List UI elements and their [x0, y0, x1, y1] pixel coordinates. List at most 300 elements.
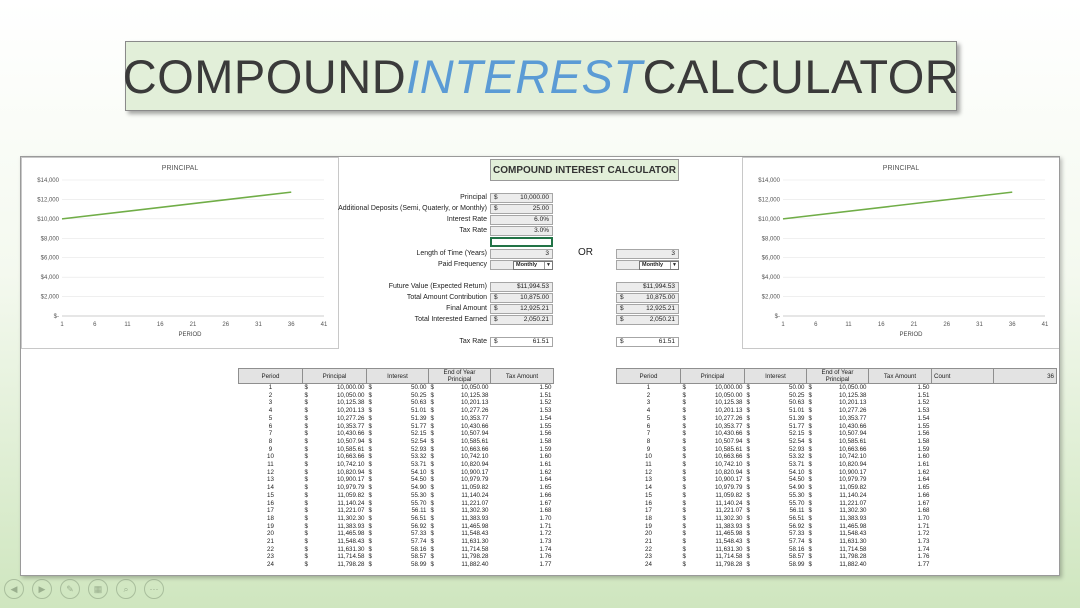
tax-cell: 1.76: [917, 553, 930, 561]
end-principal-cell: [807, 476, 869, 484]
count-label: Count: [932, 369, 994, 384]
currency: $: [368, 507, 372, 515]
interest-cell: [367, 453, 429, 461]
x-tick-label: 21: [910, 322, 918, 328]
currency: $: [368, 414, 372, 422]
table-row: [617, 523, 1057, 531]
principal-cell: [303, 484, 367, 492]
principal-cell-value: 11,221.07: [715, 507, 743, 515]
principal-cell-value: 10,663.66: [336, 453, 365, 461]
principal-cell-value: 11,383.93: [337, 522, 365, 530]
currency: $: [430, 461, 434, 469]
y-tick-label: $2,000: [761, 294, 780, 301]
tax-cell: 1.64: [539, 476, 552, 484]
table-row: [617, 530, 1057, 538]
period-cell: 19: [267, 522, 274, 530]
table-row: [617, 553, 1057, 561]
x-tick-label: 6: [93, 322, 97, 328]
end-principal-cell-value: 10,742.10: [838, 453, 867, 461]
currency: $: [368, 522, 372, 530]
end-principal-cell: [807, 423, 869, 431]
currency: $: [682, 445, 686, 453]
principal-cell: [681, 500, 745, 508]
end-principal-cell: [429, 500, 491, 508]
currency: $: [808, 391, 812, 399]
count-value: 36: [994, 369, 1057, 384]
currency: $: [368, 391, 372, 399]
principal-cell-value: 10,353.77: [336, 422, 365, 430]
principal-cell: [681, 415, 745, 423]
x-tick-label: 11: [124, 322, 131, 328]
period-cell: 20: [645, 530, 652, 538]
currency: $: [746, 491, 750, 499]
interest-cell: [367, 553, 429, 561]
currency: $: [304, 468, 308, 476]
title-part-3: CALCULATOR: [642, 49, 960, 103]
currency: $: [368, 461, 372, 469]
y-tick-label: $14,000: [758, 178, 780, 184]
end-principal-cell-value: 10,353.77: [460, 414, 489, 422]
period-cell: 9: [646, 445, 651, 453]
principal-cell: [681, 538, 745, 546]
interest-cell-value: 50.63: [789, 399, 805, 407]
currency: $: [304, 553, 308, 561]
end-principal-cell-value: 11,548.43: [839, 530, 867, 538]
column-header[interactable]: Period: [617, 369, 681, 384]
table-row: [239, 507, 554, 515]
currency: $: [746, 545, 750, 553]
currency: $: [304, 414, 308, 422]
interest-cell: [745, 553, 807, 561]
currency: $: [430, 414, 434, 422]
currency: $: [682, 399, 686, 407]
principal-cell-value: 10,507.94: [714, 437, 743, 445]
principal-cell-value: 11,798.28: [715, 561, 743, 569]
principal-cell-value: 10,430.66: [336, 430, 365, 438]
table-row: [617, 423, 1057, 431]
principal-cell-value: 11,140.24: [337, 499, 365, 507]
end-principal-cell: [807, 530, 869, 538]
x-tick-label: 36: [287, 322, 295, 328]
currency: $: [304, 561, 308, 569]
interest-cell-value: 50.63: [411, 399, 427, 407]
interest-cell-value: 58.57: [411, 553, 427, 561]
principal-cell: [303, 430, 367, 438]
tax-cell: 1.72: [917, 530, 930, 538]
period-cell: 8: [646, 437, 651, 445]
tax-cell: 1.64: [917, 476, 930, 484]
interest-cell: [367, 538, 429, 546]
total-contribution-value: 10,875.00: [520, 294, 549, 301]
currency: $: [682, 422, 686, 430]
principal-cell: [303, 500, 367, 508]
currency: $: [682, 384, 686, 391]
currency: $: [304, 399, 308, 407]
y-tick-label: $2,000: [40, 294, 59, 301]
currency: $: [304, 538, 308, 546]
interest-cell: [745, 415, 807, 423]
pen-icon[interactable]: ✎: [60, 579, 80, 599]
frequency-cell: [490, 260, 553, 270]
forward-icon[interactable]: ▶: [32, 579, 52, 599]
principal-cell-value: 10,742.10: [336, 461, 365, 469]
chevron-down-icon: ▼: [544, 262, 552, 269]
currency: $: [746, 391, 750, 399]
interest-cell: [367, 523, 429, 531]
currency: $: [682, 437, 686, 445]
interest-cell: [367, 500, 429, 508]
currency: $: [368, 399, 372, 407]
end-principal-cell-value: 10,900.17: [460, 468, 489, 476]
column-header[interactable]: End of Year Principal: [429, 369, 491, 384]
principal-cell-value: 10,125.38: [336, 399, 365, 407]
end-principal-cell: [429, 561, 491, 569]
principal-cell-value: 10,277.26: [714, 414, 743, 422]
final-amount-cell: [490, 304, 553, 314]
currency: $: [682, 407, 686, 415]
interest-cell: [367, 476, 429, 484]
end-principal-cell-value: 10,900.17: [838, 468, 867, 476]
period-cell: 8: [268, 437, 273, 445]
interest-cell-value: 55.70: [411, 499, 427, 507]
currency: $: [746, 468, 750, 476]
end-principal-cell-value: 10,663.66: [838, 445, 867, 453]
future-value-cell: [490, 282, 553, 292]
end-principal-cell-value: 11,631.30: [461, 538, 489, 546]
currency: $: [620, 305, 624, 312]
currency: $: [494, 316, 498, 323]
currency: $: [808, 430, 812, 438]
currency: $: [682, 453, 686, 461]
tax-cell: 1.71: [917, 522, 930, 530]
end-principal-cell-value: 11,302.30: [461, 507, 489, 515]
principal-cell-value: 11,465.98: [715, 530, 743, 538]
currency: $: [808, 407, 812, 415]
currency: $: [368, 437, 372, 445]
table-row: [239, 469, 554, 477]
end-principal-cell: [429, 538, 491, 546]
period-cell: 22: [267, 545, 274, 553]
back-icon[interactable]: ◀: [4, 579, 24, 599]
tax-total-cell: [490, 337, 553, 347]
period-cell: 5: [646, 414, 651, 422]
tax-cell: 1.65: [539, 484, 552, 492]
currency: $: [304, 499, 308, 507]
x-tick-label: 31: [255, 322, 262, 328]
interest-cell-value: 50.00: [411, 384, 427, 391]
period-cell: 21: [645, 538, 652, 546]
principal-cell-value: 11,383.93: [715, 522, 743, 530]
interest-cell: [367, 430, 429, 438]
x-tick-label: 26: [943, 322, 951, 328]
interest-cell-value: 52.54: [411, 437, 427, 445]
interest-cell: [745, 523, 807, 531]
period-cell: 2: [646, 391, 651, 399]
label-deposits: Additional Deposits (Semi, Quaterly, or Monthly): [338, 205, 487, 212]
end-principal-cell-value: 10,430.66: [838, 422, 867, 430]
principal-cell: [681, 423, 745, 431]
label-length: Length of Time (Years): [416, 250, 487, 257]
interest-cell-value: 56.11: [789, 507, 805, 515]
principal-cell-value: 10,742.10: [714, 461, 743, 469]
table-row: [239, 446, 554, 454]
future-value-cell-right: [616, 282, 679, 292]
column-header[interactable]: Principal: [303, 369, 367, 384]
principal-cell: [303, 515, 367, 523]
y-tick-label: $10,000: [37, 216, 59, 223]
end-principal-cell: [807, 469, 869, 477]
end-principal-cell-value: 11,714.58: [461, 545, 489, 553]
currency: $: [746, 514, 750, 522]
currency: $: [808, 468, 812, 476]
interest-cell: [367, 561, 429, 569]
currency: $: [430, 430, 434, 438]
principal-cell-value: 11,548.43: [337, 538, 365, 546]
interest-cell-value: 56.92: [789, 522, 805, 530]
interest-cell: [745, 561, 807, 569]
end-principal-cell: [807, 415, 869, 423]
spreadsheet: [20, 156, 1060, 576]
principal-cell: [303, 523, 367, 531]
currency: $: [430, 538, 434, 546]
currency: $: [620, 294, 624, 301]
table-row: [239, 523, 554, 531]
period-cell: 13: [267, 476, 274, 484]
amortization-table-right: [616, 368, 1057, 569]
chevron-down-icon: ▼: [670, 262, 678, 269]
currency: $: [368, 545, 372, 553]
currency: $: [682, 514, 686, 522]
period-cell: 2: [268, 391, 273, 399]
period-cell: 7: [646, 430, 651, 438]
currency: $: [746, 538, 750, 546]
x-tick-label: 11: [845, 322, 852, 328]
currency: $: [430, 545, 434, 553]
currency: $: [304, 507, 308, 515]
table-row: [239, 515, 554, 523]
end-principal-cell-value: 10,125.38: [838, 391, 867, 399]
principal-cell: [681, 492, 745, 500]
end-principal-cell-value: 10,430.66: [460, 422, 489, 430]
principal-cell: [303, 553, 367, 561]
column-header[interactable]: Tax Amount: [869, 369, 932, 384]
table-row: [617, 476, 1057, 484]
period-cell: 20: [267, 530, 274, 538]
end-principal-cell-value: 10,507.94: [460, 430, 489, 438]
tax-cell: 1.54: [539, 414, 552, 422]
currency: $: [494, 294, 498, 301]
interest-cell-value: 53.71: [789, 461, 805, 469]
table-row: [239, 553, 554, 561]
currency: $: [430, 391, 434, 399]
currency: $: [808, 414, 812, 422]
currency: $: [430, 522, 434, 530]
interest-cell: [367, 461, 429, 469]
currency: $: [808, 437, 812, 445]
tax-cell: 1.51: [917, 391, 930, 399]
slides-icon[interactable]: ▦: [88, 579, 108, 599]
currency: $: [746, 553, 750, 561]
interest-cell-value: 58.99: [789, 561, 805, 569]
label-interest-rate: Interest Rate: [446, 216, 487, 223]
period-cell: 12: [645, 468, 652, 476]
period-cell: 1: [646, 384, 651, 391]
column-header[interactable]: Period: [239, 369, 303, 384]
chart-plot-right: [743, 158, 1059, 348]
tax-cell: 1.67: [917, 499, 930, 507]
tax-cell: 1.62: [539, 468, 552, 476]
currency: $: [304, 384, 308, 391]
tax-cell: 1.76: [539, 553, 552, 561]
label-tax-rate: Tax Rate: [459, 227, 487, 234]
currency: $: [430, 530, 434, 538]
principal-cell-value: 10,820.94: [336, 468, 365, 476]
currency: $: [430, 384, 434, 391]
table-row: [617, 469, 1057, 477]
principal-cell: [303, 384, 367, 392]
interest-cell: [367, 415, 429, 423]
principal-cell: [303, 415, 367, 423]
x-tick-label: 6: [814, 322, 818, 328]
length-value-right: 3: [671, 250, 675, 257]
frequency-dropdown[interactable]: [513, 261, 553, 270]
principal-value: 10,000.00: [520, 194, 549, 201]
end-principal-cell: [429, 492, 491, 500]
table-row: [239, 399, 554, 407]
currency: $: [368, 384, 372, 391]
interest-cell: [745, 500, 807, 508]
period-cell: 6: [268, 422, 273, 430]
column-header[interactable]: Interest: [367, 369, 429, 384]
end-principal-cell: [429, 415, 491, 423]
currency: $: [368, 514, 372, 522]
currency: $: [304, 430, 308, 438]
end-principal-cell: [429, 392, 491, 400]
principal-input[interactable]: [490, 193, 553, 203]
currency: $: [808, 514, 812, 522]
principal-cell: [681, 484, 745, 492]
interest-cell: [745, 399, 807, 407]
principal-chart-right: [742, 157, 1060, 349]
end-principal-cell-value: 11,465.98: [839, 522, 867, 530]
period-cell: 24: [645, 561, 652, 569]
period-cell: 10: [267, 453, 274, 461]
tax-cell: 1.74: [539, 545, 552, 553]
interest-rate-input[interactable]: [490, 215, 553, 225]
principal-cell-value: 10,979.79: [714, 484, 743, 492]
end-principal-cell: [807, 553, 869, 561]
principal-cell: [303, 546, 367, 554]
x-tick-label: 41: [320, 322, 328, 328]
currency: $: [808, 476, 812, 484]
principal-cell-value: 11,714.58: [715, 553, 743, 561]
table-row: [239, 546, 554, 554]
interest-cell: [745, 530, 807, 538]
table-row: [617, 399, 1057, 407]
principal-cell: [303, 399, 367, 407]
end-principal-cell: [807, 546, 869, 554]
column-header[interactable]: Interest: [745, 369, 807, 384]
y-tick-label: $14,000: [37, 178, 59, 184]
interest-cell: [367, 399, 429, 407]
end-principal-cell: [807, 561, 869, 569]
period-cell: 7: [268, 430, 273, 438]
tax-rate-input[interactable]: [490, 226, 553, 236]
end-principal-cell: [807, 461, 869, 469]
period-cell: 22: [645, 545, 652, 553]
interest-cell-value: 52.54: [789, 437, 805, 445]
end-principal-cell: [807, 384, 869, 392]
currency: $: [368, 484, 372, 492]
principal-cell: [681, 553, 745, 561]
interest-cell-value: 51.39: [411, 414, 427, 422]
end-principal-cell: [807, 453, 869, 461]
principal-cell: [303, 492, 367, 500]
currency: $: [808, 545, 812, 553]
interest-cell-value: 53.32: [789, 453, 805, 461]
end-principal-cell: [807, 515, 869, 523]
deposits-input[interactable]: [490, 204, 553, 214]
length-input[interactable]: [490, 249, 553, 259]
interest-cell: [367, 423, 429, 431]
zoom-icon[interactable]: ⌕: [116, 579, 136, 599]
end-principal-cell-value: 11,714.58: [839, 545, 867, 553]
currency: $: [746, 499, 750, 507]
currency: $: [808, 445, 812, 453]
table-row: [617, 430, 1057, 438]
tax-cell: 1.56: [539, 430, 552, 438]
table-header: [239, 369, 554, 384]
currency: $: [368, 468, 372, 476]
frequency-dropdown-right[interactable]: [639, 261, 679, 270]
label-paid-frequency: Paid Frequency: [437, 261, 487, 268]
column-header[interactable]: End of Year Principal: [807, 369, 869, 384]
table-row: [617, 384, 1057, 392]
tax-cell: 1.70: [917, 514, 930, 522]
chart-plot-left: [22, 158, 338, 348]
length-input-right[interactable]: [616, 249, 679, 259]
currency: $: [746, 399, 750, 407]
end-principal-cell: [807, 484, 869, 492]
currency: $: [620, 316, 624, 323]
more-icon[interactable]: ⋯: [144, 579, 164, 599]
end-principal-cell-value: 10,585.61: [460, 437, 489, 445]
period-cell: 24: [267, 561, 274, 569]
frequency-value: Monthly: [516, 262, 538, 268]
principal-cell: [303, 453, 367, 461]
principal-cell-value: 10,900.17: [714, 476, 743, 484]
principal-cell: [681, 476, 745, 484]
interest-cell: [367, 392, 429, 400]
table-row: [239, 453, 554, 461]
principal-cell-value: 11,302.30: [337, 514, 365, 522]
table-row: [617, 561, 1057, 569]
label-final-amount: Final Amount: [446, 305, 487, 312]
label-future-value: Future Value (Expected Return): [388, 283, 487, 290]
tax-total-value: 61.51: [532, 338, 549, 345]
selected-cell[interactable]: [490, 237, 553, 247]
interest-cell-value: 50.25: [411, 391, 427, 399]
currency: $: [368, 422, 372, 430]
tax-cell: 1.56: [917, 430, 930, 438]
tax-cell: 1.77: [917, 561, 930, 569]
column-header[interactable]: Principal: [681, 369, 745, 384]
end-principal-cell: [807, 399, 869, 407]
currency: $: [304, 445, 308, 453]
column-header[interactable]: Tax Amount: [491, 369, 554, 384]
period-cell: 17: [645, 507, 652, 515]
table-row: [617, 446, 1057, 454]
